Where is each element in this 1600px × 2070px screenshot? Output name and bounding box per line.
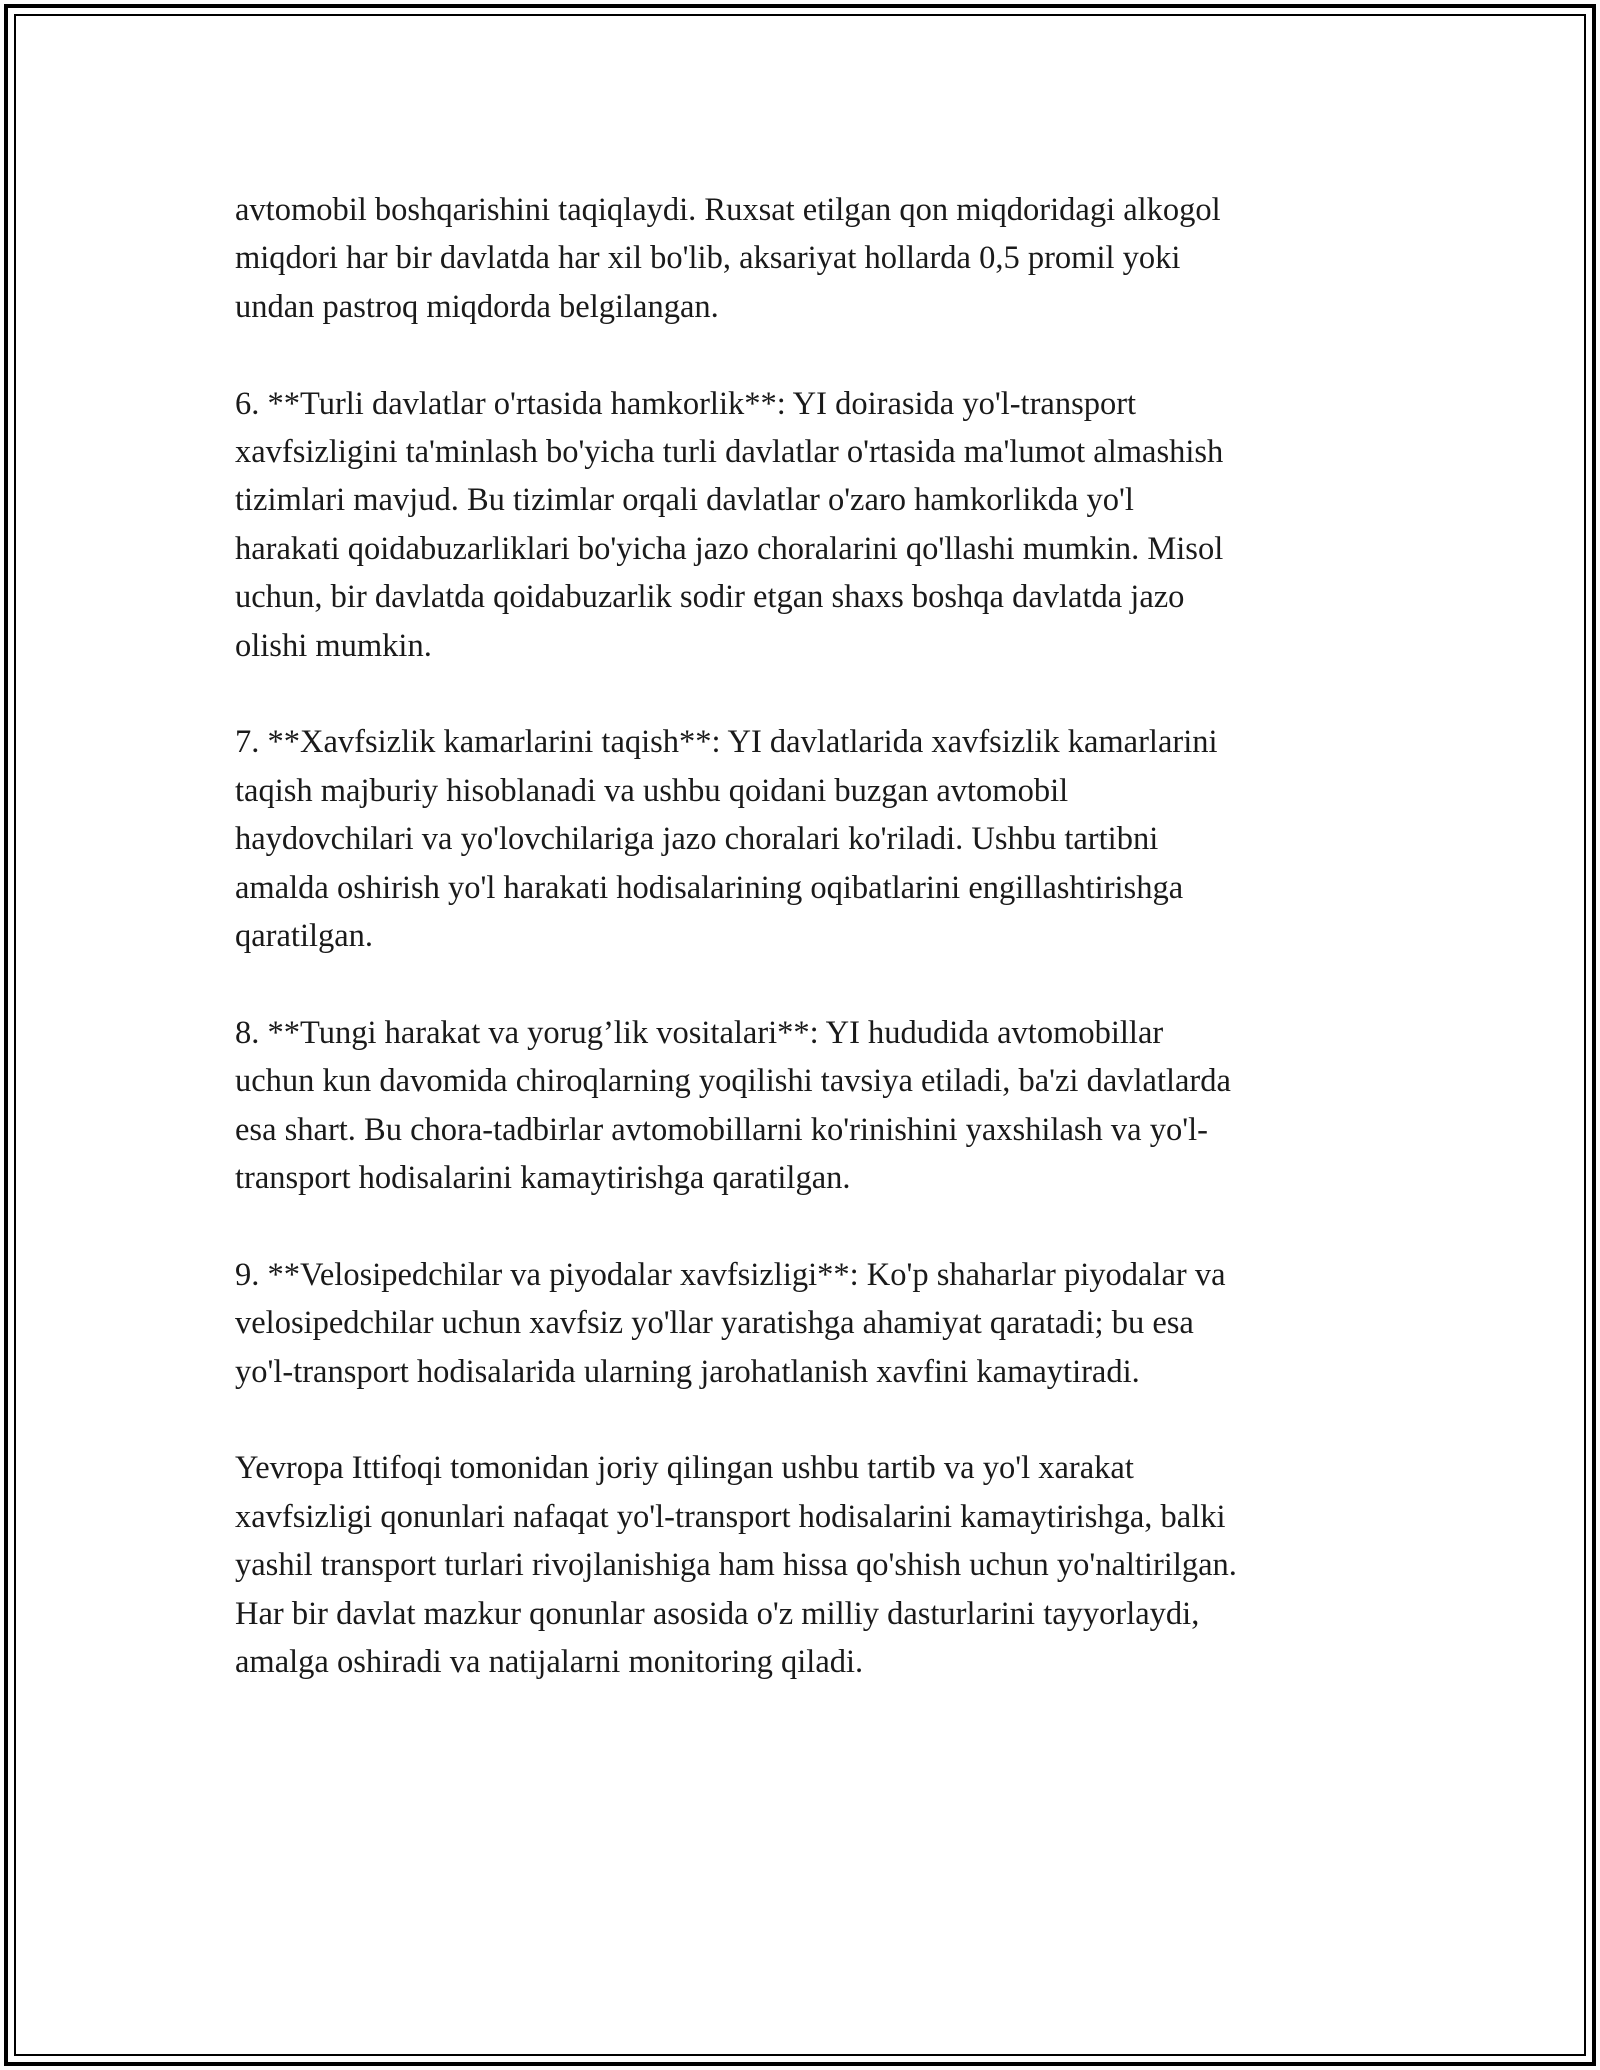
document-body bbox=[235, 186, 1365, 1735]
paragraph-lights: 8. **Tungi harakat va yorug’lik vositalari**: YI hududida avtomobillar uchun kun davomida chiroqlarning yoqilishi tavsiya etiladi, ba'zi davlatlarda esa shart. Bu chora-tadbirlar avtomobillarni ko'rinishini yaxshilash va yo'l- transport hodisalarini kamaytirishga qaratilgan. bbox=[235, 1014, 1231, 1197]
paragraph-seat-belts: 7. **Xavfsizlik kamarlarini taqish**: YI davlatlarida xavfsizlik kamarlarini taqish majburiy hisoblanadi va ushbu qoidani buzgan avtomobil haydovchilari va yo'lovchilariga jazo choralari ko'riladi. Ushbu tartibni amalda oshirish yo'l harakati hodisalarining oqibatlarini engillashtirishga qaratilgan. bbox=[235, 724, 1218, 955]
paragraph-alcohol-limit: avtomobil boshqarishini taqiqlaydi. Ruxsat etilgan qon miqdoridagi alkogol miqdori har bir davlatda har xil bo'lib, aksariyat hollarda 0,5 promil yoki undan pastroq miqdorda belgilangan. bbox=[235, 192, 1221, 325]
paragraph-cooperation: 6. **Turli davlatlar o'rtasida hamkorlik**: YI doirasida yo'l-transport xavfsizligini ta'minlash bo'yicha turli davlatlar o'rtasida ma'lumot almashish tizimlari mavjud. Bu tizimlar orqali davlatlar o'zaro hamkorlikda yo'l harakati qoidabuzarliklari bo'yicha jazo choralarini qo'llashi mumkin. Misol uchun, bir davlatda qoidabuzarlik sodir etgan shaxs boshqa davlatda jazo olishi mumkin. bbox=[235, 385, 1224, 664]
paragraph-cyclists-pedestrians: 9. **Velosipedchilar va piyodalar xavfsizligi**: Ko'p shaharlar piyodalar va velosipedchilar uchun xavfsiz yo'llar yaratishga ahamiyat qaratadi; bu esa yo'l-transport hodisalarida ularning jarohatlanish xavfini kamaytiradi. bbox=[235, 1256, 1226, 1390]
paragraph-conclusion: Yevropa Ittifoqi tomonidan joriy qilingan ushbu tartib va yo'l xarakat xavfsizligi qonunlari nafaqat yo'l-transport hodisalarini kamaytirishga, balki yashil transport turlari rivojlanishiga ham hissa qo'shish uchun yo'naltirilgan. Har bir davlat mazkur qonunlar asosida o'z milliy dasturlarini tayyorlaydi, amalga oshiradi va natijalarni monitoring qiladi. bbox=[235, 1450, 1237, 1681]
